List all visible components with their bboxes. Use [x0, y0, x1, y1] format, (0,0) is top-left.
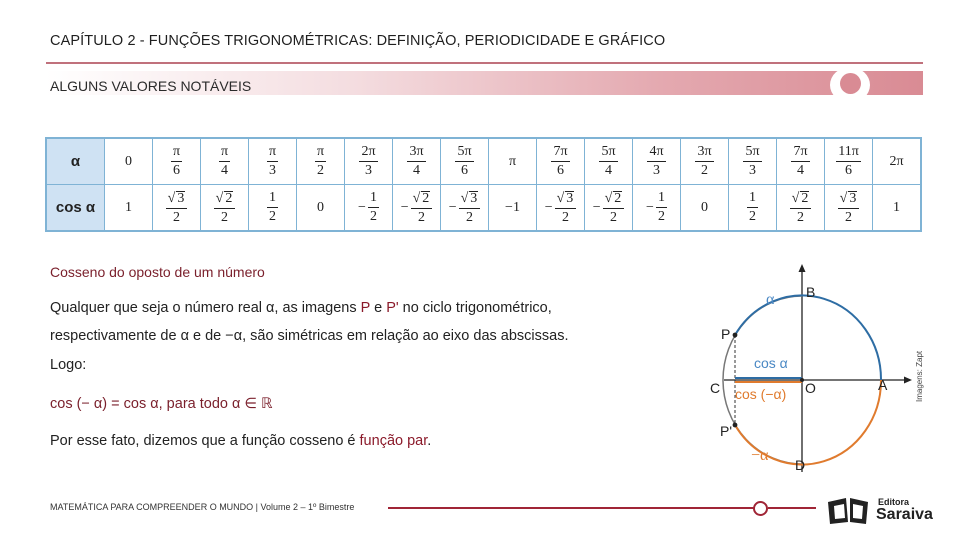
subheading: Cosseno do oposto de um número: [50, 264, 265, 280]
radicand: 2: [614, 190, 622, 206]
label-neg-alpha: −α: [751, 447, 769, 464]
label-d: D: [795, 457, 806, 473]
radicand: 3: [849, 190, 857, 206]
angle-cell: [297, 138, 345, 185]
fraction: [171, 145, 182, 178]
point-p: P: [360, 300, 371, 316]
sqrt-icon: √: [839, 190, 848, 206]
minus-sign: −: [448, 199, 457, 215]
origin-dot: [800, 378, 804, 382]
numerator: π: [171, 145, 182, 162]
numerator: [790, 191, 812, 209]
denominator: 2: [173, 209, 180, 225]
numerator: [603, 191, 625, 209]
cosine-cell: 0: [297, 185, 345, 232]
label-p-prime: P': [720, 423, 733, 439]
numerator: π: [219, 145, 230, 162]
radicand: 2: [225, 190, 233, 206]
denominator: 2: [657, 209, 665, 224]
minus-sign: −: [646, 199, 654, 215]
sqrt-icon: √: [604, 190, 613, 206]
sqrt-icon: √: [791, 190, 800, 206]
denominator: 2: [561, 209, 569, 225]
book-logo-icon: [826, 494, 872, 526]
angle-cell: [537, 138, 585, 185]
angle-cell: [681, 138, 729, 185]
cosine-cell: [537, 185, 585, 232]
point-p-prime-dot: [733, 423, 738, 428]
cosine-cell: [249, 185, 297, 232]
numerator: 1: [368, 191, 379, 208]
numerator: 5π: [599, 145, 617, 162]
fraction: [219, 145, 230, 178]
denominator: 3: [268, 163, 276, 178]
fraction: [743, 145, 761, 178]
formula: cos (− α) = cos α, para todo α ∈ ℝ: [50, 396, 273, 412]
denominator: 2: [316, 163, 324, 178]
cosine-cell: 1: [873, 185, 922, 232]
numerator: 3π: [695, 145, 713, 162]
minus-sign: −: [544, 199, 553, 215]
brand-top: Editora: [878, 497, 910, 507]
fraction: [359, 145, 377, 178]
radicand: 2: [801, 190, 809, 206]
fraction: [599, 145, 617, 178]
angle-cell: [585, 138, 633, 185]
denominator: 2: [369, 209, 377, 224]
cosine-cell: [729, 185, 777, 232]
angle-cell: [201, 138, 249, 185]
footer-line-end: [768, 507, 816, 509]
fraction: [459, 191, 481, 225]
paragraph-1: [50, 300, 552, 316]
numerator: [555, 191, 577, 209]
paragraph-3: Logo:: [50, 357, 87, 373]
fraction: [647, 145, 665, 178]
cosine-cell: [777, 185, 825, 232]
sqrt-icon: √: [412, 190, 421, 206]
denominator: 4: [604, 163, 612, 178]
angle-cell: [729, 138, 777, 185]
numerator: 1: [267, 191, 278, 208]
radicand: 3: [566, 190, 574, 206]
label-a: A: [878, 377, 888, 393]
sqrt-icon: √: [167, 190, 176, 206]
denominator: 6: [556, 163, 564, 178]
minus-sign: −: [592, 199, 601, 215]
cosine-cell: [585, 185, 633, 232]
label-alpha: α: [766, 291, 775, 308]
fraction: [267, 145, 278, 178]
fraction: [603, 191, 625, 225]
angle-cell: [153, 138, 201, 185]
fraction: [790, 191, 812, 225]
footer-text: MATEMÁTICA PARA COMPREENDER O MUNDO | Volume 2 – 1º Bimestre: [50, 502, 355, 512]
radicand: 3: [177, 190, 185, 206]
angle-cell: [249, 138, 297, 185]
radicand: 3: [470, 190, 478, 206]
fraction: [407, 145, 425, 178]
denominator: 6: [460, 163, 468, 178]
editora-saraiva-logo: [826, 494, 942, 528]
angle-cell: [393, 138, 441, 185]
numerator: 3π: [407, 145, 425, 162]
angle-cell: 2π: [873, 138, 922, 185]
label-cos-alpha: cos α: [754, 355, 788, 371]
cosine-cell: 0: [681, 185, 729, 232]
section-dot-icon: [840, 73, 861, 94]
fraction: [214, 191, 236, 225]
numerator: 7π: [791, 145, 809, 162]
numerator: 11π: [836, 145, 861, 162]
numerator: 7π: [551, 145, 569, 162]
fraction: [551, 145, 569, 178]
label-c: C: [710, 380, 721, 396]
cosine-cell: 1: [105, 185, 153, 232]
denominator: 2: [269, 209, 276, 224]
cosine-cell: [153, 185, 201, 232]
denominator: 6: [845, 163, 852, 178]
angle-cell: [633, 138, 681, 185]
label-b: B: [806, 284, 816, 300]
denominator: 2: [417, 209, 425, 225]
numerator: [838, 191, 860, 209]
fraction: [838, 191, 860, 225]
fraction: [368, 191, 379, 224]
angle-cell: [777, 138, 825, 185]
denominator: 3: [364, 163, 372, 178]
cosine-cell: [201, 185, 249, 232]
fraction: [267, 191, 278, 224]
denominator: 3: [748, 163, 756, 178]
sqrt-icon: √: [460, 190, 469, 206]
sqrt-icon: √: [556, 190, 565, 206]
fraction: [747, 191, 758, 224]
cosine-row: [46, 185, 921, 232]
denominator: 2: [609, 209, 617, 225]
footer-line: [388, 507, 758, 509]
fraction: [791, 145, 809, 178]
fraction: [555, 191, 577, 225]
numerator: 1: [656, 191, 667, 208]
numerator: 5π: [455, 145, 473, 162]
denominator: 2: [749, 209, 756, 224]
x-axis-arrow-icon: [904, 377, 912, 384]
minus-sign: −: [400, 199, 409, 215]
notable-values-table: [45, 137, 922, 232]
chapter-title: CAPÍTULO 2 - FUNÇÕES TRIGONOMÉTRICAS: DEFINIÇÃO, PERIODICIDADE E GRÁFICO: [50, 33, 666, 49]
paragraph-2: respectivamente de α e de −α, são simétricas em relação ao eixo das abscissas.: [50, 328, 569, 344]
denominator: 2: [797, 209, 804, 225]
numerator: π: [315, 145, 326, 162]
cosine-cell: [345, 185, 393, 232]
radicand: 2: [422, 190, 430, 206]
fraction: [315, 145, 326, 178]
brand-main: Saraiva: [876, 506, 933, 523]
numerator: 2π: [359, 145, 377, 162]
fraction: [411, 191, 433, 225]
cosine-cell: [441, 185, 489, 232]
cosine-cell: [825, 185, 873, 232]
label-cos-neg-alpha: cos (−α): [735, 386, 787, 402]
point-p-dot: [733, 333, 738, 338]
cosine-cell: [633, 185, 681, 232]
angle-row: [46, 138, 921, 185]
paragraph-4: [50, 433, 431, 449]
cosine-cell: [393, 185, 441, 232]
footer-ring-icon: [753, 501, 768, 516]
numerator: [166, 191, 188, 209]
numerator: π: [267, 145, 278, 162]
numerator: [214, 191, 236, 209]
section-title: ALGUNS VALORES NOTÁVEIS: [50, 78, 252, 94]
denominator: 2: [465, 209, 473, 225]
fraction: [836, 145, 861, 178]
angle-cell: [345, 138, 393, 185]
image-credit: Imagens: Zapt: [915, 350, 924, 402]
fraction: [166, 191, 188, 225]
y-axis-arrow-icon: [799, 264, 806, 272]
label-o: O: [805, 380, 816, 396]
angle-cell: [441, 138, 489, 185]
numerator: 5π: [743, 145, 761, 162]
denominator: 2: [221, 209, 228, 225]
title-rule: [46, 62, 923, 64]
denominator: 3: [652, 163, 660, 178]
minus-sign: −: [358, 199, 366, 215]
fraction: [695, 145, 713, 178]
p1-text-mid: e: [370, 300, 387, 316]
label-p: P: [721, 326, 731, 342]
angle-cell: [825, 138, 873, 185]
p1-text-b: no ciclo trigonométrico,: [398, 300, 552, 316]
denominator: 2: [700, 163, 708, 178]
sqrt-icon: √: [215, 190, 224, 206]
denominator: 4: [412, 163, 420, 178]
angle-cell: π: [489, 138, 537, 185]
p4-text-c: .: [427, 433, 432, 449]
angle-cell: 0: [105, 138, 153, 185]
denominator: 6: [172, 163, 180, 178]
fraction: [656, 191, 667, 224]
numerator: [411, 191, 433, 209]
point-p-prime: P': [386, 300, 399, 316]
p1-text-a: Qualquer que seja o número real α, as imagens: [50, 300, 361, 316]
numerator: 1: [747, 191, 758, 208]
denominator: 2: [845, 209, 852, 225]
cos-alpha-header: cos α: [46, 185, 105, 232]
denominator: 4: [796, 163, 804, 178]
numerator: 4π: [647, 145, 665, 162]
even-function-term: função par: [359, 433, 428, 449]
fraction: [455, 145, 473, 178]
denominator: 4: [220, 163, 228, 178]
numerator: [459, 191, 481, 209]
cosine-cell: −1: [489, 185, 537, 232]
alpha-header: α: [46, 138, 105, 185]
p4-text-a: Por esse fato, dizemos que a função cosseno é: [50, 433, 360, 449]
unit-circle-diagram: [690, 262, 930, 474]
